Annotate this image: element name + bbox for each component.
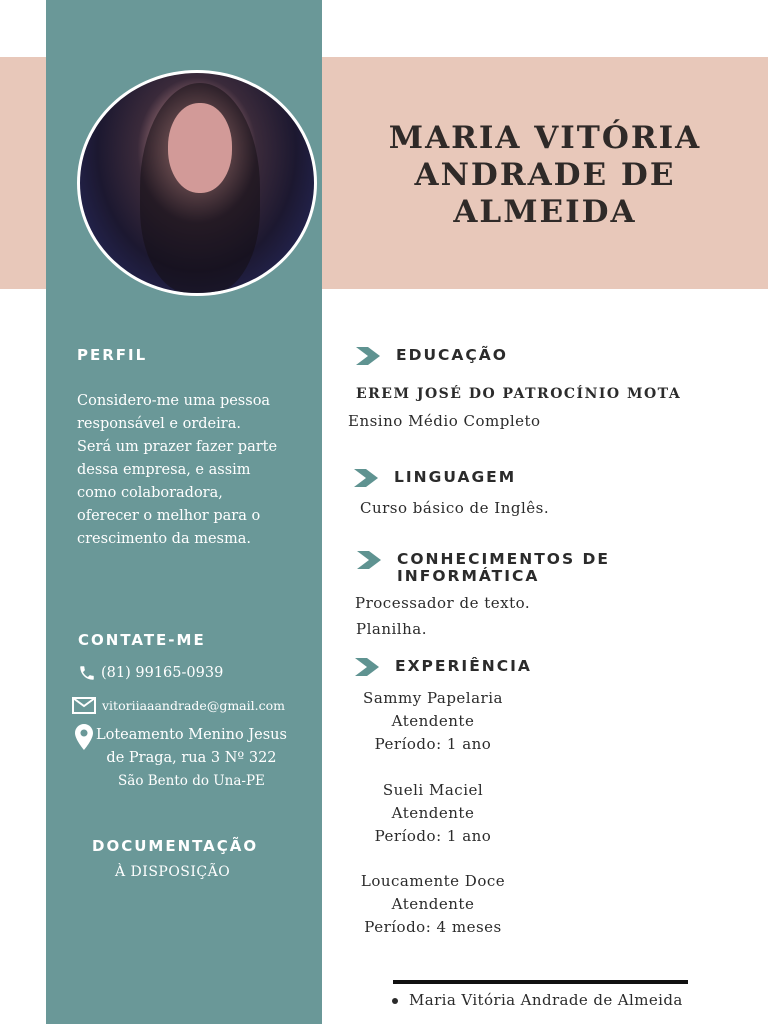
name-line-2: ANDRADE DE (414, 157, 676, 193)
chevron-right-icon (354, 469, 380, 487)
job-period: Período: 1 ano (374, 827, 492, 845)
map-pin-icon (75, 724, 93, 750)
phone-row[interactable] (78, 664, 223, 682)
job-period: Período: 1 ano (374, 735, 492, 753)
address-line: Loteamento Menino Jesus (96, 727, 287, 743)
page-title (360, 120, 730, 231)
job-entry (348, 779, 518, 848)
address (96, 724, 287, 793)
computing-title-line: INFORMÁTICA (397, 567, 540, 585)
job-role: Atendente (391, 895, 475, 913)
chevron-right-icon (355, 658, 381, 676)
job-company: Sueli Maciel (382, 781, 484, 799)
profile-heading: PERFIL (77, 346, 148, 364)
phone-number: (81) 99165-0939 (101, 665, 224, 681)
job-company: Loucamente Doce (360, 872, 506, 890)
profile-line: dessa empresa, e assim (77, 462, 251, 478)
photo-face (168, 103, 232, 193)
contact-heading: CONTATE-ME (78, 631, 206, 649)
name-line-1: MARIA VITÓRIA (388, 120, 702, 156)
job-role: Atendente (391, 712, 475, 730)
job-entry (348, 870, 518, 939)
profile-line: oferecer o melhor para o (77, 508, 261, 524)
signature (392, 991, 683, 1009)
signature-rule (393, 980, 688, 984)
profile-line: responsável e ordeira. (77, 416, 241, 432)
email-row[interactable] (72, 697, 285, 714)
language-text: Curso básico de Inglês. (360, 499, 550, 517)
computing-item: Processador de texto. (355, 594, 531, 612)
signature-name: Maria Vitória Andrade de Almeida (409, 991, 683, 1009)
profile-photo (77, 70, 317, 296)
profile-line: como colaboradora, (77, 485, 223, 501)
address-line: de Praga, rua 3 Nº 322 (106, 750, 277, 766)
chevron-right-icon (357, 551, 383, 569)
profile-line: Será um prazer fazer parte (77, 439, 278, 455)
language-title: LINGUAGEM (394, 468, 517, 486)
address-line: São Bento do Una-PE (118, 773, 265, 789)
profile-line: crescimento da mesma. (77, 531, 251, 547)
education-level: Ensino Médio Completo (348, 412, 541, 430)
job-role: Atendente (391, 804, 475, 822)
language-heading (354, 469, 516, 487)
profile-text (77, 390, 317, 551)
envelope-icon (72, 697, 96, 714)
job-entry (348, 687, 518, 756)
phone-icon (78, 664, 96, 682)
documentation-heading: DOCUMENTAÇÃO (92, 837, 259, 855)
computing-title (397, 551, 610, 585)
address-row (75, 724, 287, 793)
experience-title: EXPERIÊNCIA (395, 657, 532, 675)
experience-heading (355, 658, 532, 676)
profile-line: Considero-me uma pessoa (77, 393, 271, 409)
job-company: Sammy Papelaria (363, 689, 503, 707)
email-address: vitoriiaaandrade@gmail.com (102, 698, 285, 713)
computing-item: Planilha. (356, 620, 427, 638)
documentation-value: À DISPOSIÇÃO (115, 864, 231, 880)
school-name: EREM JOSÉ DO PATROCÍNIO MOTA (356, 386, 682, 402)
job-period: Período: 4 meses (364, 918, 502, 936)
bullet-dot (392, 998, 398, 1004)
computing-title-line: CONHECIMENTOS DE (397, 550, 610, 568)
chevron-right-icon (356, 347, 382, 365)
education-title: EDUCAÇÃO (396, 346, 508, 364)
computing-heading (357, 551, 610, 585)
name-line-3: ALMEIDA (453, 194, 637, 230)
education-heading (356, 347, 508, 365)
